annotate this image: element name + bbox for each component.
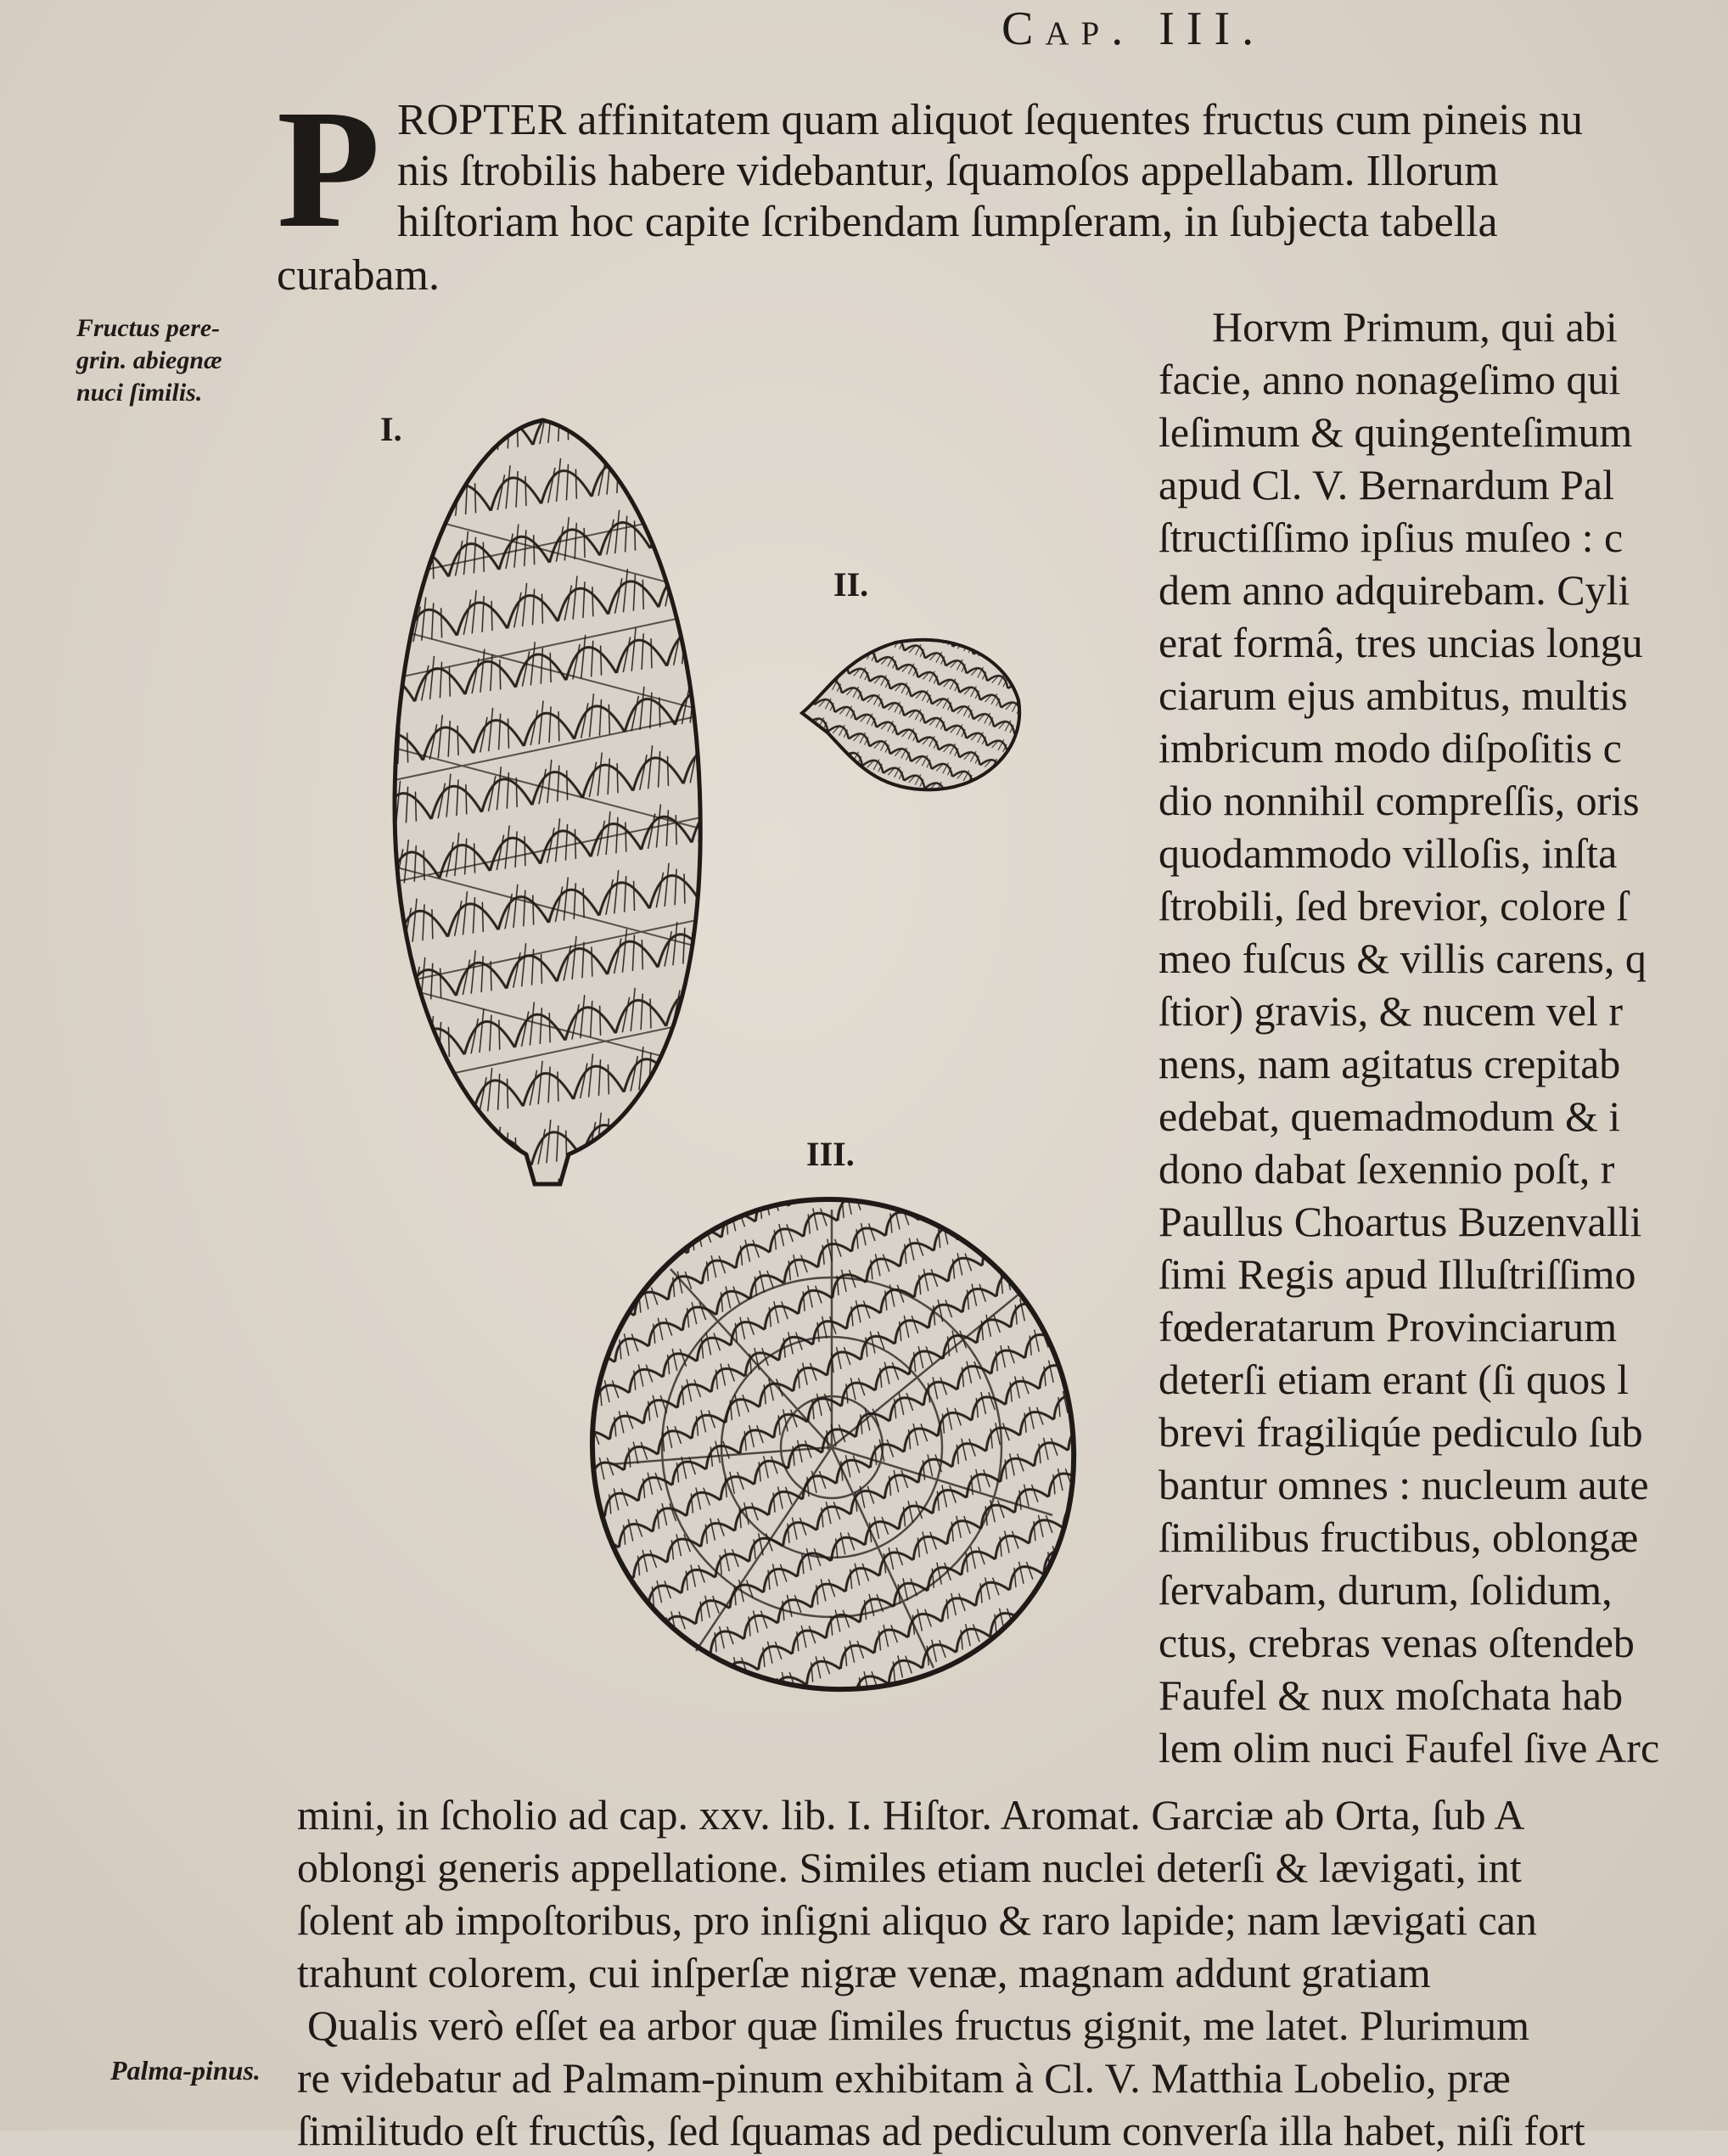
intro-line-3: hiſtoriam hoc capite ſcribendam ſumpſeram, in ſubjecta tabella — [397, 198, 1498, 246]
column-text-line: ctus, crebras venas oſtendeb — [1159, 1619, 1635, 1666]
column-text-line: deterſi etiam erant (ſi quos l — [1159, 1356, 1629, 1403]
column-text-line: dem anno adquirebam. Cyli — [1159, 566, 1630, 614]
drop-cap: P — [277, 76, 381, 263]
column-text-line: ſimi Regis apud Illuſtriſſimo — [1159, 1250, 1636, 1298]
column-text-line: Horvm Primum, qui abi — [1212, 303, 1618, 351]
column-text-line: dono dabat ſexennio poſt, r — [1159, 1145, 1615, 1193]
bottom-text-line: mini, in ſcholio ad cap. xxv. lib. I. Hiſtor. Aromat. Garciæ ab Orta, ſub A — [297, 1791, 1525, 1839]
column-text-line: Faufel & nux moſchata hab — [1159, 1671, 1624, 1719]
small-cone-illustration — [794, 632, 1031, 802]
column-text-line: quodammodo villoſis, inſta — [1159, 829, 1618, 877]
column-text-line: leſimum & quingenteſimum — [1159, 408, 1633, 456]
bottom-text-line: Qualis verò eſſet ea arbor quæ ſimiles fructus gignit, me latet. Plurimum — [307, 2002, 1529, 2049]
margin-note-line-1: Fructus pere- — [76, 314, 221, 342]
column-text-line: ſtrobili, ſed brevior, colore ſ — [1159, 882, 1629, 929]
figure-label-3: III. — [806, 1135, 855, 1173]
intro-line-1: ROPTER affinitatem quam aliquot ſequentes fructus cum pineis nu — [397, 96, 1583, 144]
column-text-line: ſimilibus fructibus, oblongæ — [1159, 1513, 1639, 1561]
column-text-line: ciarum ejus ambitus, multis — [1159, 671, 1628, 719]
large-round-cone-illustration — [577, 1193, 1086, 1702]
column-text-line: nens, nam agitatus crepitab — [1159, 1040, 1621, 1087]
margin-note-line-2: grin. abiegnæ — [76, 346, 222, 374]
column-text-line: Paullus Choartus Buzenvalli — [1159, 1198, 1642, 1245]
column-text-line: erat formâ, tres uncias longu — [1159, 619, 1643, 666]
column-text-line: apud Cl. V. Bernardum Pal — [1159, 461, 1615, 508]
elongated-cone-illustration — [373, 407, 730, 1197]
margin-note-palma: Palma-pinus. — [110, 2055, 261, 2086]
column-text-line: ſervabam, durum, ſolidum, — [1159, 1566, 1613, 1614]
column-text-line: lem olim nuci Faufel ſive Arc — [1159, 1724, 1660, 1771]
column-text-line: ſtructiſſimo ipſius muſeo : c — [1159, 514, 1624, 561]
bottom-text-line: trahunt colorem, cui inſperſæ nigræ venæ, magnam addunt gratiam — [297, 1949, 1431, 1996]
bottom-text-line: oblongi generis appellatione. Similes etiam nuclei deterſi & lævigati, int — [297, 1844, 1522, 1891]
bottom-text-line: ſimilitudo eſt fructûs, ſed ſquamas ad pediculum converſa illa habet, niſi fort — [297, 2107, 1585, 2154]
bottom-text-line: re videbatur ad Palmam-pinum exhibitam à Cl. V. Matthia Lobelio, præ — [297, 2054, 1511, 2102]
column-text-line: meo fuſcus & villis carens, q — [1159, 935, 1647, 982]
column-text-line: edebat, quemadmodum & i — [1159, 1092, 1621, 1140]
intro-line-4: curabam. — [277, 251, 440, 300]
bottom-text-line: ſolent ab impoſtoribus, pro inſigni aliquo & raro lapide; nam lævigati can — [297, 1896, 1537, 1944]
chapter-heading: Cap. III. — [1001, 3, 1266, 55]
figure-label-1: I. — [380, 410, 402, 448]
intro-line-2: nis ſtrobilis habere videbantur, ſquamoſos appellabam. Illorum — [397, 147, 1499, 195]
column-text-line: imbricum modo diſpoſitis c — [1159, 724, 1622, 772]
figure-label-2: II. — [833, 565, 869, 604]
column-text-line: ſtior) gravis, & nucem vel r — [1159, 987, 1624, 1035]
margin-note-line-3: nuci ſimilis. — [76, 379, 203, 407]
column-text-line: facie, anno nonageſimo qui — [1159, 356, 1621, 403]
column-text-line: brevi fragiliqúe pediculo ſub — [1159, 1408, 1643, 1456]
column-text-line: bantur omnes : nucleum aute — [1159, 1461, 1649, 1508]
column-text-line: fœderatarum Provinciarum — [1159, 1303, 1618, 1350]
column-text-line: dio nonnihil compreſſis, oris — [1159, 777, 1640, 824]
